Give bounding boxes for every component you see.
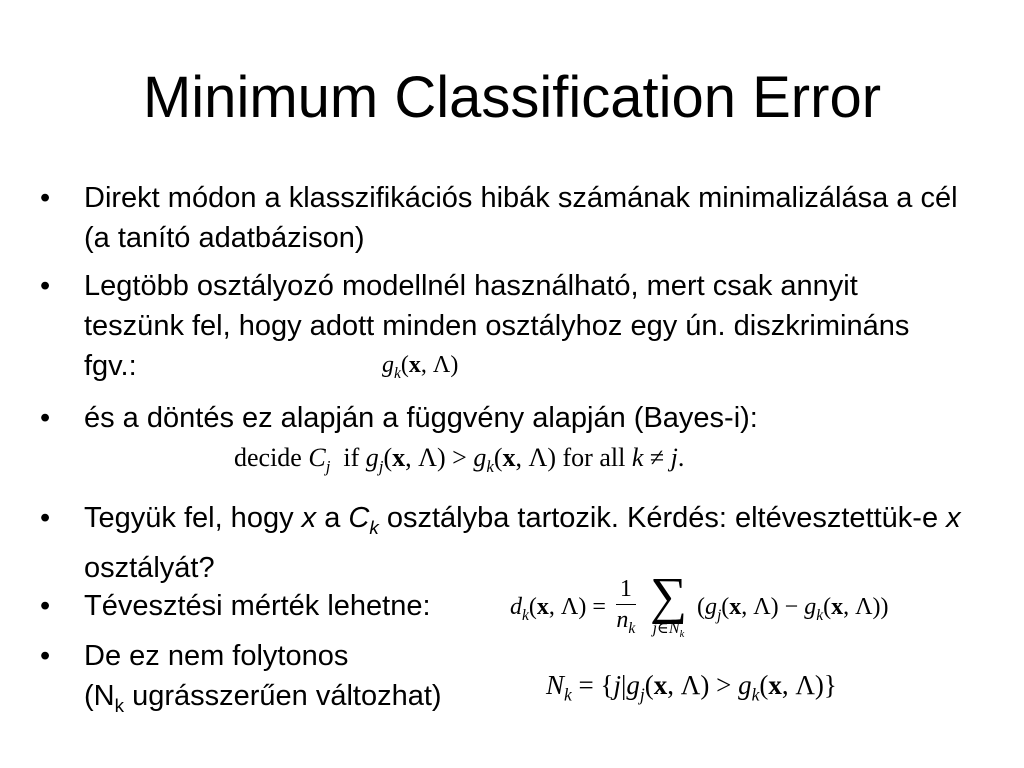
set-definition-formula: $N_k = \{j|g_j(x$, $\Lambda) > g_k(x$, Λ)} — [546, 670, 837, 705]
bullet-point: • — [40, 502, 51, 534]
bullet-text: és a döntés ez alapján a függvény alapján (Bayes-i): — [84, 402, 758, 434]
bullet-text: Direkt módon a klasszifikációs hibák számának minimalizálása a cél (a tanító adatbázison) — [84, 182, 958, 254]
bullet-item-1 — [40, 178, 980, 258]
error-measure-formula: $d_k(x$, Λ) = $\frac{1}{n_k}$ ∑ $j\in N_k$ ($g_j(x$, $\Lambda) - g_k(x$, Λ)) — [510, 568, 889, 641]
bullet-item-3 — [40, 398, 980, 438]
bullet-text: De ez nem folytonos ($N_k$ ugrásszerűen változhat) — [84, 640, 442, 716]
bullet-point: • — [40, 182, 51, 214]
bullet-text: Tegyük fel, hogy x a $C_k$ osztályba tartozik. Kérdés: eltévesztettük-e x osztályát? — [84, 502, 961, 584]
bullet-item-2 — [40, 266, 980, 386]
bullet-point: • — [40, 640, 51, 672]
bullet-point: • — [40, 270, 51, 302]
bullet-point: • — [40, 402, 51, 434]
bullet-point: • — [40, 590, 51, 622]
bullet-text: Legtöbb osztályozó modellnél használható, mert csak annyit teszünk fel, hogy adott minden osztályhoz egy ún. diszkrimináns fgv.: — [84, 270, 910, 382]
bullet-text: Tévesztési mérték lehetne: — [84, 590, 431, 622]
discriminant-formula: $g_k(x$, Λ) — [382, 352, 459, 382]
decision-rule-formula: decide $C_j$ if $g_j(x$, $\Lambda) > g_k(x$, Λ) for all k ≠ j. — [234, 443, 685, 477]
bullet-item-6 — [40, 636, 980, 726]
slide-title: Minimum Classification Error — [142, 65, 882, 130]
